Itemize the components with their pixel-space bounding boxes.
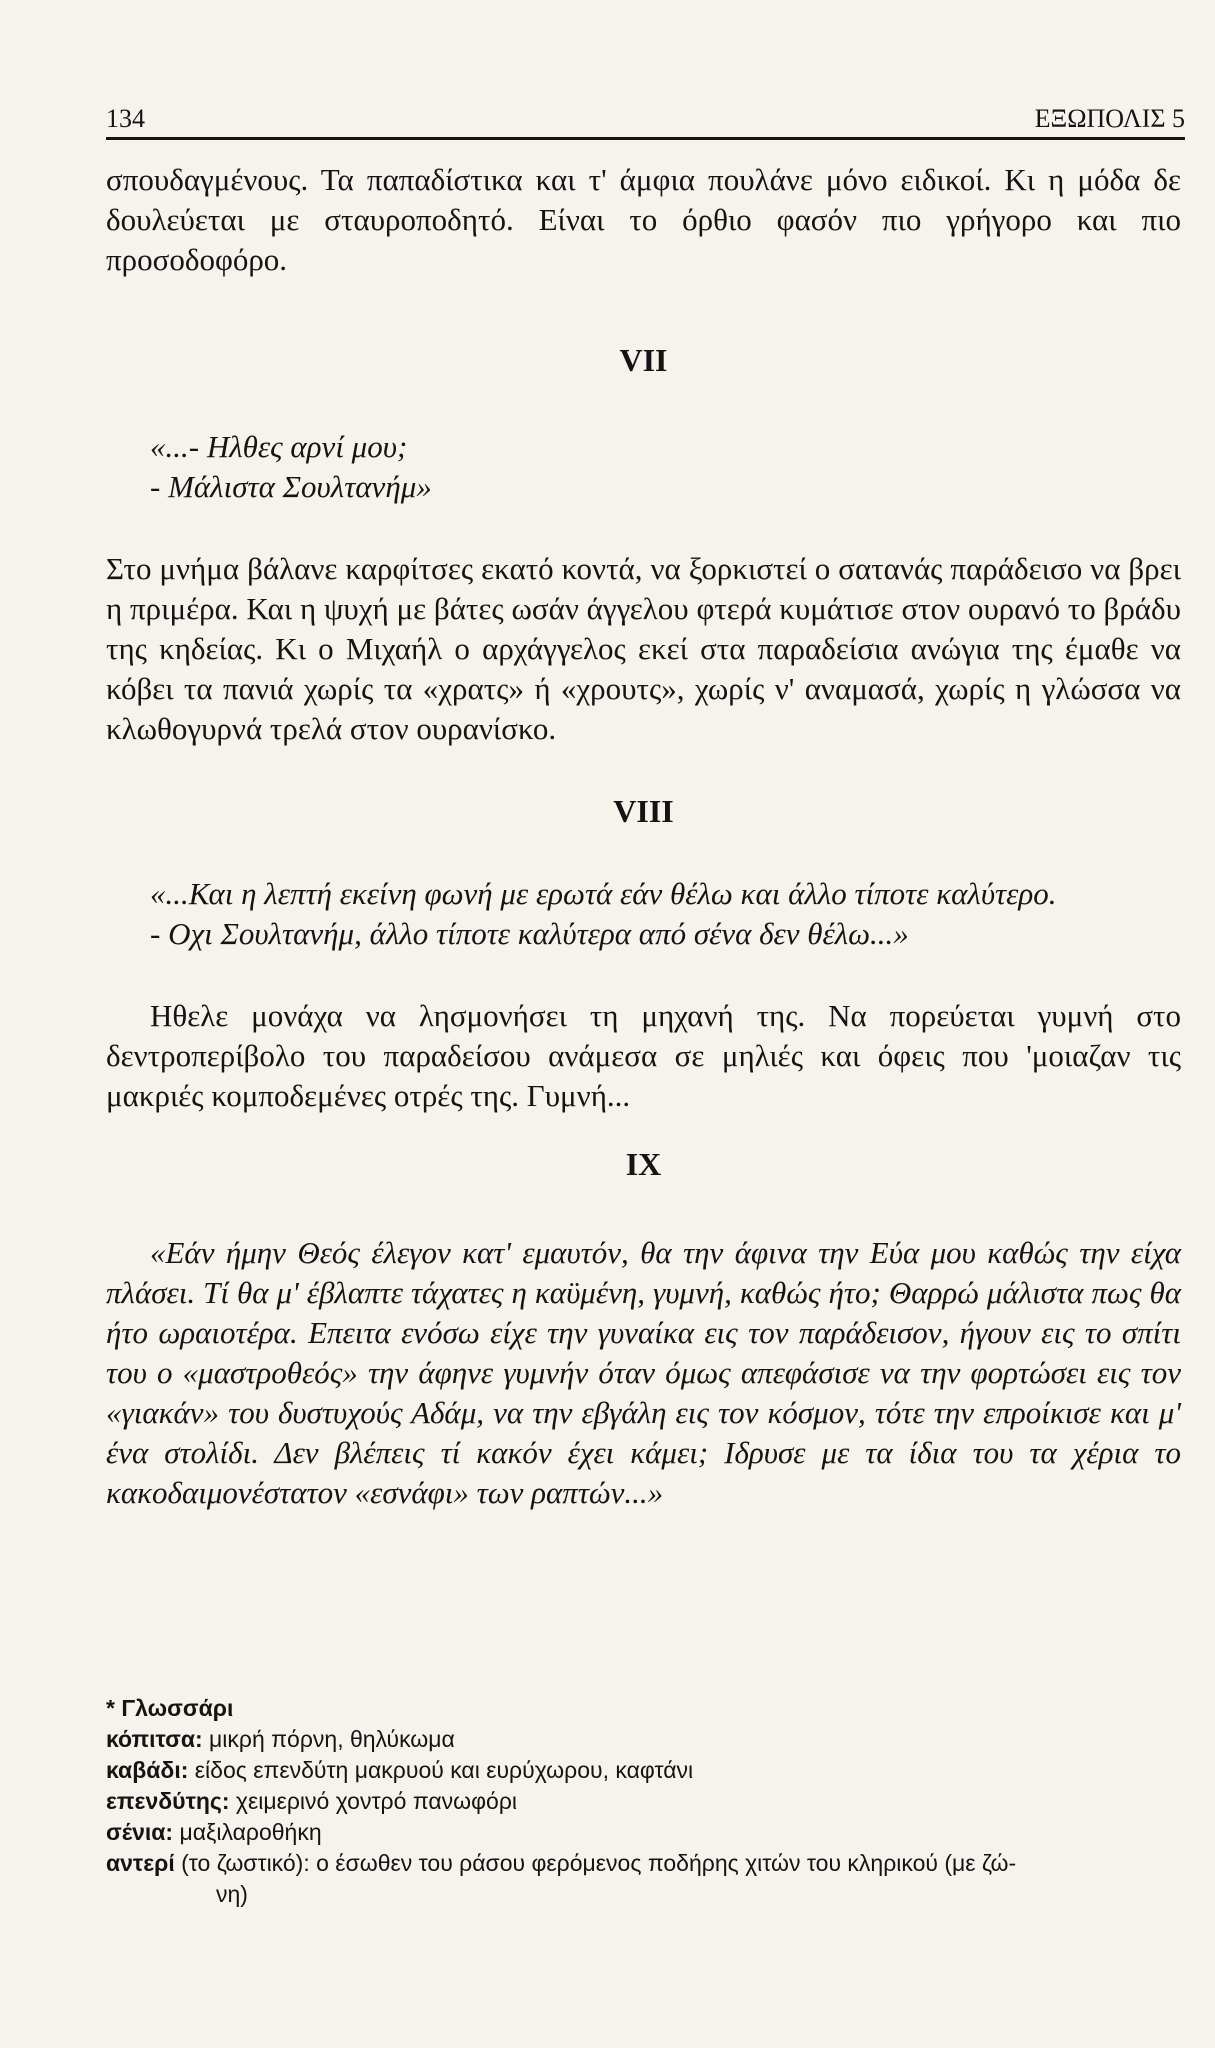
glossary-term: αντερί [106, 1850, 175, 1876]
glossary-entry [106, 1755, 1176, 1786]
glossary-continuation: νη) [216, 1881, 248, 1907]
quote-line: - Οχι Σουλτανήμ, άλλο τίποτε καλύτερα από σένα δεν θέλω...» [150, 916, 909, 951]
glossary-definition: μαξιλαροθήκη [173, 1819, 322, 1845]
opening-paragraph: σπουδαγμένους. Τα παπαδίστικα και τ' άμφια πουλάνε μόνο ειδικοί. Κι η μόδα δε δουλεύεται με σταυροποδητό. Είναι το όρθιο φασόν πιο γρήγορο και πιο προσοδοφόρο. [106, 162, 1181, 277]
glossary-term: κόπιτσα: [106, 1726, 203, 1752]
glossary-term: σένια: [106, 1819, 174, 1845]
glossary [106, 1693, 1176, 1910]
glossary-entry [106, 1724, 1176, 1755]
glossary-term: καβάδι: [106, 1757, 189, 1783]
section-ix-quote: «Εάν ήμην Θεός έλεγον κατ' εμαυτόν, θα την άφινα την Εύα μου καθώς την είχα πλάσει. Τί θα μ' έβλαπτε τάχατες η καϋμένη, γυμνή, καθώς ήτο; Θαρρώ μάλιστα πως θα ήτο ωραιοτέρα. Επειτα ενόσω είχε την γυναίκα εις τον παράδεισον, ήγουν εις το σπίτι του ο «μαστροθεός» την άφηνε γυμνήν όταν όμως απεφάσισε να την φορτώσει εις τον «γιακάν» του δυστυχούς Αδάμ, να την εβγάλη εις τον κόσμον, τότε την επροίκισε και μ' ένα στολίδι. Δεν βλέπεις τί κακόν έχει κάμει; Ιδρυσε με τα ίδια του τα χέρια το κακοδαιμονέστατον «εσνάφι» των ραπτών...» [106, 1235, 1181, 1510]
glossary-entry [106, 1848, 1176, 1879]
section-heading-ix: IX [625, 1146, 662, 1182]
page-number: 134 [106, 104, 145, 133]
glossary-term: επενδύτης: [106, 1788, 230, 1814]
section-viii-quote [106, 874, 1181, 954]
section-heading-vii: VII [619, 342, 668, 378]
section-vii-paragraph: Στο μνήμα βάλανε καρφίτσες εκατό κοντά, να ξορκιστεί ο σατανάς παράδεισο να βρει η πριμέρα. Και η ψυχή με βάτες ωσάν άγγελου φτερά κυμάτισε στον ουρανό το βράδυ της κηδείας. Κι ο Μιχαήλ ο αρχάγγελος εκεί στα παραδείσια ανώγια της έμαθε να κόβει τα πανιά χωρίς τα «χρατς» ή «χρουτς», χωρίς ν' αναμασά, χωρίς η γλώσσα να κλωθογυρνά τρελά στον ουρανίσκο. [106, 551, 1181, 746]
glossary-entry [106, 1786, 1176, 1817]
glossary-definition: είδος επενδύτη μακρυού και ευρύχωρου, καφτάνι [188, 1757, 694, 1783]
glossary-entry [106, 1817, 1176, 1848]
section-vii-quote [106, 427, 1181, 507]
main-text [106, 160, 1181, 1513]
glossary-definition: χειμερινό χοντρό πανωφόρι [229, 1788, 518, 1814]
quote-line: «...- Ηλθες αρνί μου; [150, 429, 408, 464]
page-header [106, 94, 1185, 134]
glossary-title: * Γλωσσάρι [106, 1695, 234, 1721]
quote-line: - Μάλιστα Σουλτανήμ» [150, 469, 432, 504]
quote-line: «...Και η λεπτή εκείνη φωνή με ερωτά εάν θέλω και άλλο τίποτε καλύτερο. [150, 876, 1057, 911]
section-heading-viii: VIII [613, 793, 674, 829]
running-title: ΕΞΩΠΟΛΙΣ 5 [1034, 104, 1185, 133]
glossary-definition: (το ζωστικό): ο έσωθεν του ράσου φερόμενος ποδήρης χιτών του κληρικού (με ζώ- [174, 1850, 1017, 1876]
section-viii-paragraph: Ηθελε μονάχα να λησμονήσει τη μηχανή της. Να πορεύεται γυμνή στο δεντροπερίβολο του παραδείσου ανάμεσα σε μηλιές και όφεις που 'μοιαζαν τις μακριές κομποδεμένες οτρές της. Γυμνή... [106, 998, 1181, 1113]
glossary-definition: μικρή πόρνη, θηλύκωμα [202, 1726, 455, 1752]
header-rule [106, 137, 1185, 140]
